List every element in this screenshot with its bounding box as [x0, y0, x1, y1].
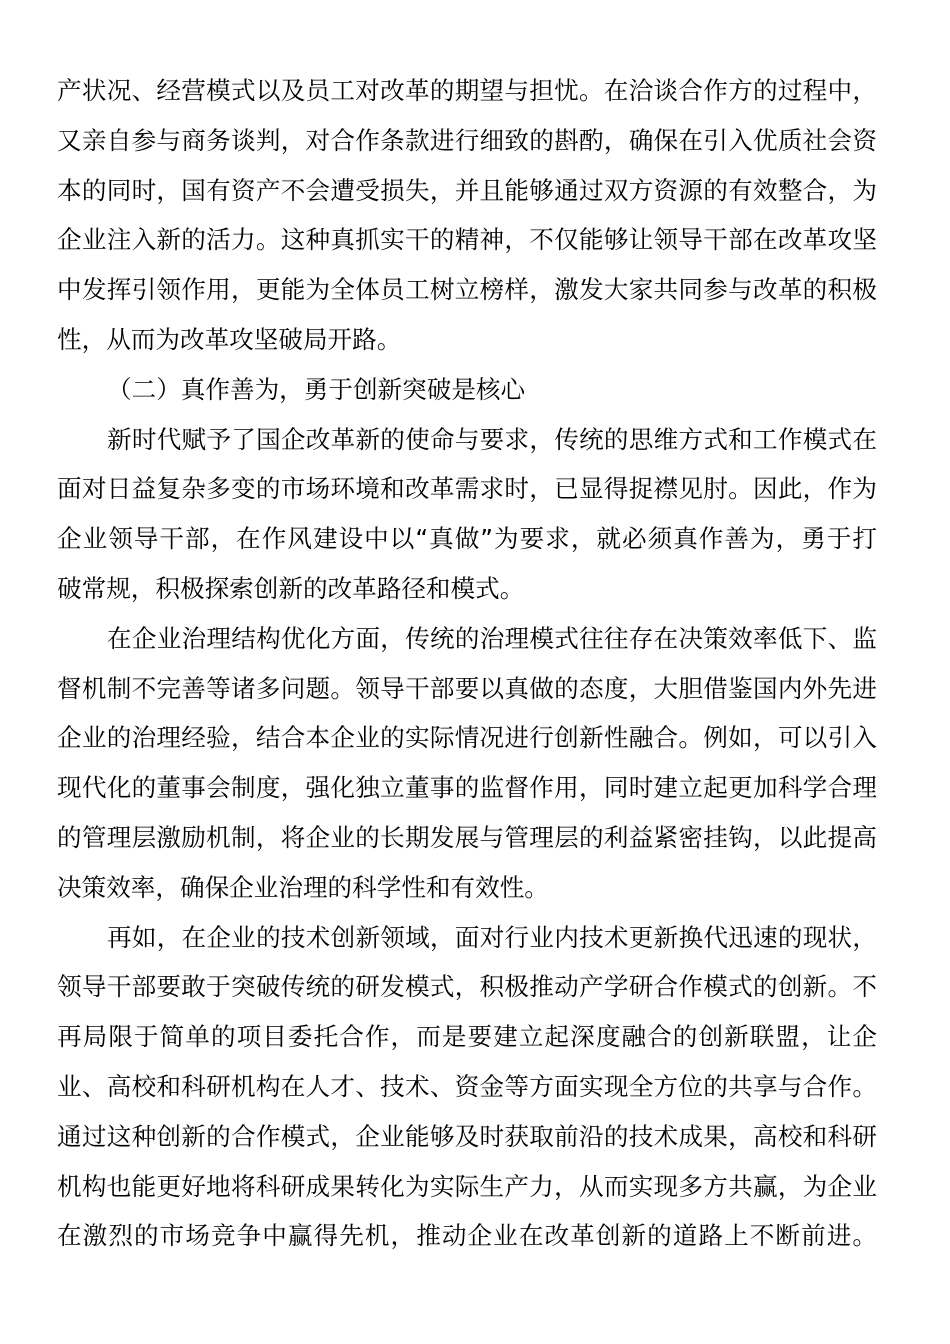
- section-heading: [57, 365, 877, 415]
- text-line: 再如，在企业的技术创新领域，面对行业内技术更新换代迅速的现状，: [107, 922, 877, 952]
- document-page: [57, 66, 877, 1261]
- text-line: 领导干部要敢于突破传统的研发模式，积极推动产学研合作模式的创新。不: [57, 972, 877, 1002]
- text-line: 在激烈的市场竞争中赢得先机，推动企业在改革创新的道路上不断前进。: [57, 1221, 877, 1251]
- text-line: 在企业治理结构优化方面，传统的治理模式往往存在决策效率低下、监: [107, 623, 877, 653]
- text-line: 督机制不完善等诸多问题。领导干部要以真做的态度，大胆借鉴国内外先进: [57, 673, 877, 703]
- text-line: 的管理层激励机制，将企业的长期发展与管理层的利益紧密挂钩，以此提高: [57, 822, 877, 852]
- text-line: 性，从而为改革攻坚破局开路。: [57, 324, 402, 354]
- text-line: 又亲自参与商务谈判，对合作条款进行细致的斟酌，确保在引入优质社会资: [57, 125, 877, 155]
- text-line: 通过这种创新的合作模式，企业能够及时获取前沿的技术成果，高校和科研: [57, 1121, 877, 1151]
- paragraph: [57, 415, 877, 614]
- text-line: 破常规，积极探索创新的改革路径和模式。: [57, 573, 525, 603]
- text-line: 现代化的董事会制度，强化独立董事的监督作用，同时建立起更加科学合理: [57, 773, 877, 803]
- paragraph: [57, 66, 877, 365]
- text-line: 业、高校和科研机构在人才、技术、资金等方面实现全方位的共享与合作。: [57, 1071, 877, 1101]
- paragraph: [57, 913, 877, 1262]
- text-line: 企业的治理经验，结合本企业的实际情况进行创新性融合。例如，可以引入: [57, 723, 877, 753]
- text-line: 再局限于简单的项目委托合作，而是要建立起深度融合的创新联盟，让企: [57, 1022, 877, 1052]
- text-line: 产状况、经营模式以及员工对改革的期望与担忧。在洽谈合作方的过程中，: [57, 76, 877, 105]
- text-line: 机构也能更好地将科研成果转化为实际生产力，从而实现多方共赢，为企业: [57, 1171, 877, 1201]
- text-line: 企业领导干部，在作风建设中以“真做”为要求，就必须真作善为，勇于打: [57, 524, 877, 554]
- paragraph: [57, 614, 877, 913]
- text-line: 面对日益复杂多变的市场环境和改革需求时，已显得捉襟见肘。因此，作为: [57, 474, 877, 504]
- text-line: 决策效率，确保企业治理的科学性和有效性。: [57, 872, 549, 902]
- text-line: 中发挥引领作用，更能为全体员工树立榜样，激发大家共同参与改革的积极: [57, 275, 877, 305]
- text-line: 新时代赋予了国企改革新的使命与要求，传统的思维方式和工作模式在: [107, 424, 877, 454]
- heading-line: （二）真作善为，勇于创新突破是核心: [107, 374, 526, 404]
- text-line: 企业注入新的活力。这种真抓实干的精神，不仅能够让领导干部在改革攻坚: [57, 225, 877, 255]
- text-line: 本的同时，国有资产不会遭受损失，并且能够通过双方资源的有效整合，为: [57, 175, 877, 205]
